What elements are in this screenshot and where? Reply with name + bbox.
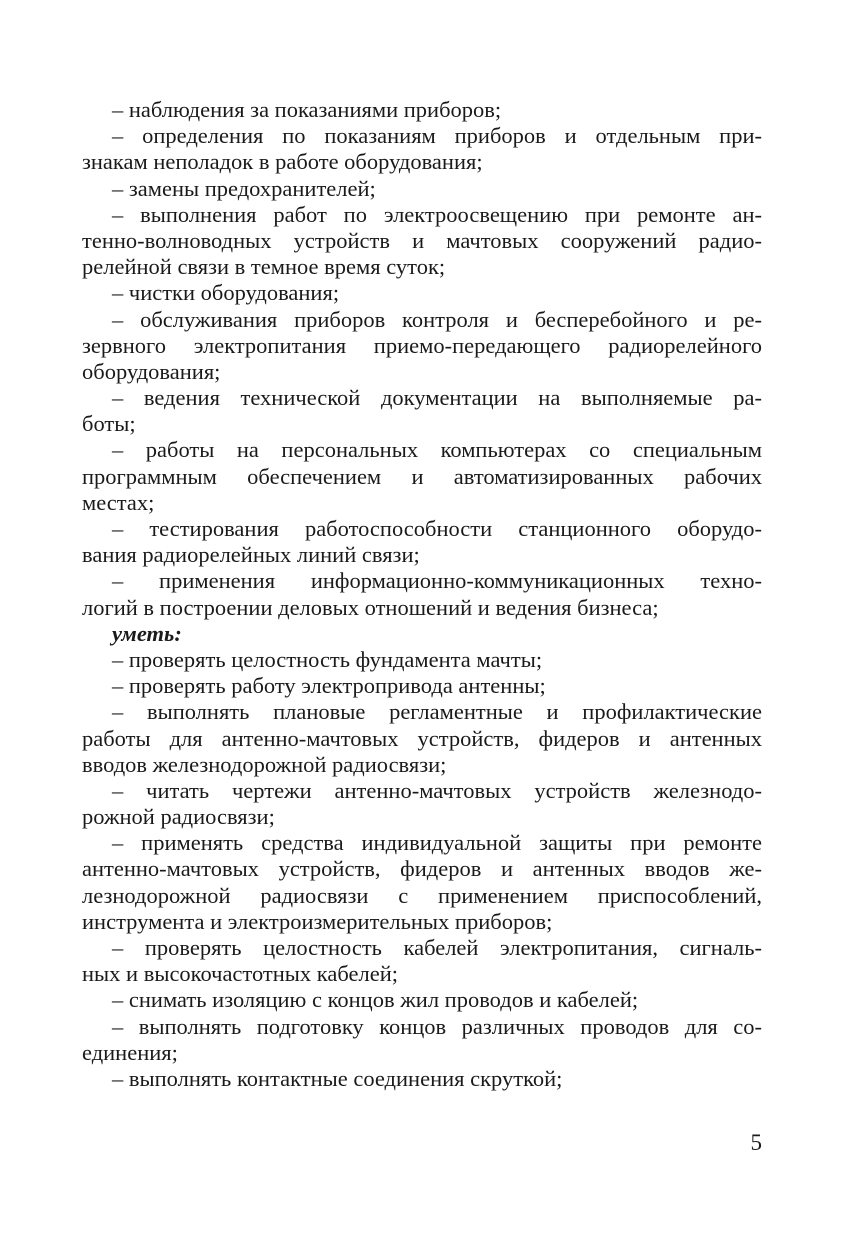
text-line: релейной связи в темное время суток;	[82, 254, 446, 280]
text-line: ных и высокочастотных кабелей;	[82, 961, 398, 987]
text-line: программным обеспечением и автоматизированных рабочих	[82, 463, 762, 489]
text-line: – проверять целостность кабелей электропитания, сигналь-	[112, 935, 762, 960]
text-line: – проверять работу электропривода антенны;	[112, 673, 546, 699]
page-text	[82, 97, 762, 1092]
text-line: – чистки оборудования;	[112, 280, 340, 306]
text-line: – обслуживания приборов контроля и бесперебойного и ре-	[112, 306, 762, 332]
text-line: – выполнять плановые регламентные и профилактические	[112, 699, 762, 725]
text-line: – выполнять контактные соединения скруткой;	[112, 1065, 563, 1091]
text-line: – определения по показаниям приборов и отдельным при-	[112, 123, 762, 149]
text-line: инструмента и электроизмерительных приборов;	[82, 908, 553, 934]
text-line: логий в построении деловых отношений и ведения бизнеса;	[82, 594, 659, 620]
text-line: – снимать изоляцию с концов жил проводов и кабелей;	[112, 987, 639, 1013]
text-line: – ведения технической документации на выполняемые ра-	[112, 385, 762, 411]
text-line: боты;	[82, 411, 136, 437]
text-line: вводов железнодорожной радиосвязи;	[82, 751, 447, 777]
section-heading: уметь:	[112, 620, 182, 646]
text-line: тенно-волноводных устройств и мачтовых сооружений радио-	[82, 227, 762, 253]
page-number: 5	[750, 1130, 762, 1155]
text-line: – работы на персональных компьютерах со специальным	[112, 437, 762, 463]
text-line: – применять средства индивидуальной защиты при ремонте	[112, 830, 762, 856]
text-line: – наблюдения за показаниями приборов;	[112, 97, 502, 122]
text-line: – проверять целостность фундамента мачты;	[112, 646, 543, 672]
text-line: – выполнять подготовку концов различных проводов для со-	[112, 1013, 762, 1039]
text-line: рожной радиосвязи;	[82, 804, 275, 830]
text-line: лезнодорожной радиосвязи с применением приспособлений,	[82, 882, 762, 908]
text-line: – тестирования работоспособности станционного оборудо-	[112, 516, 762, 541]
text-line: – применения информационно-коммуникационных техно-	[112, 568, 762, 594]
text-line: оборудования;	[82, 358, 221, 384]
text-line: работы для антенно-мачтовых устройств, фидеров и антенных	[82, 725, 762, 751]
text-line: единения;	[82, 1039, 178, 1065]
text-line: местах;	[82, 489, 155, 515]
text-line: – выполнения работ по электроосвещению при ремонте ан-	[112, 201, 762, 227]
text-line: антенно-мачтовых устройств, фидеров и антенных вводов же-	[82, 856, 762, 882]
text-line: – замены предохранителей;	[112, 175, 376, 201]
text-line: знакам неполадок в работе оборудования;	[82, 149, 483, 175]
text-line: зервного электропитания приемо-передающего радиорелейного	[82, 332, 762, 358]
text-line: вания радиорелейных линий связи;	[82, 542, 420, 568]
text-line: – читать чертежи антенно-мачтовых устройств железнодо-	[112, 777, 762, 803]
